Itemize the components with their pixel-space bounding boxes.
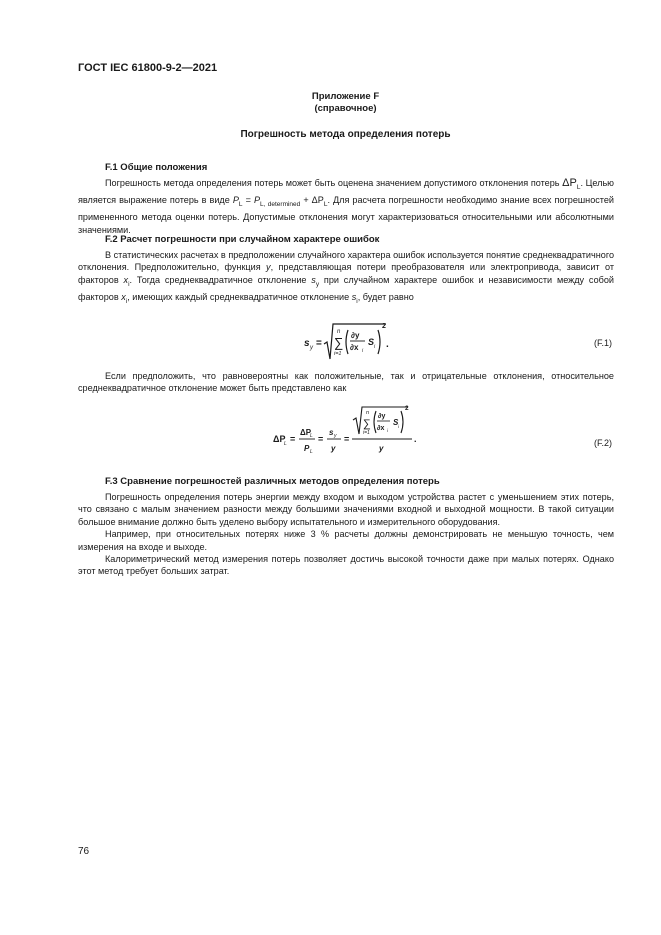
svg-text:=: = xyxy=(318,434,324,444)
svg-text:P: P xyxy=(304,444,310,453)
svg-text:n: n xyxy=(337,329,341,335)
svg-text:L: L xyxy=(310,433,313,439)
appendix-title: Приложение F xyxy=(311,91,380,102)
section-f3-paragraphs xyxy=(78,491,614,578)
svg-text:2: 2 xyxy=(382,323,386,330)
page-number: 76 xyxy=(78,846,90,857)
svg-text:y: y xyxy=(331,444,336,453)
svg-text:=: = xyxy=(344,434,350,444)
appendix-heading: Погрешность метода определения потерь xyxy=(240,129,451,140)
section-f2-title: F.2 Расчет погрешности при случайном характере ошибок xyxy=(105,234,380,245)
document-header: ГОСТ IEC 61800-9-2—2021 xyxy=(78,62,218,74)
svg-text:∂y: ∂y xyxy=(378,413,386,420)
section-f3-paragraph-1: Погрешность определения потерь энергии между входом и выходом устройства растет с уменьшением этих потерь, что связано с малым значением разности между большими значениями входной и выходной мощности. В такой ситуации большое внимание должно быть уделено выбору испытательного и измерительного оборудования. xyxy=(78,492,614,527)
svg-text:i: i xyxy=(362,348,364,354)
svg-text:i: i xyxy=(398,424,399,429)
svg-text:∂y: ∂y xyxy=(351,331,360,340)
svg-text:.: . xyxy=(414,434,417,444)
svg-text:n: n xyxy=(366,410,370,416)
section-f3-paragraph-3: Калориметрический метод измерения потерь позволяет достичь высокой точности даже при малых потерях. Однако этот метод требует больших затрат. xyxy=(78,554,614,577)
svg-text:i=1: i=1 xyxy=(363,430,370,436)
section-f3-title: F.3 Сравнение погрешностей различных методов определения потерь xyxy=(105,476,440,487)
section-f1-title: F.1 Общие положения xyxy=(105,162,208,173)
svg-text:y: y xyxy=(310,345,313,351)
svg-text:=: = xyxy=(316,338,322,349)
svg-text:i: i xyxy=(387,428,388,433)
svg-text:y: y xyxy=(379,444,384,453)
svg-text:i: i xyxy=(374,344,376,350)
svg-text:S: S xyxy=(368,337,375,347)
equation-f2 xyxy=(270,400,430,460)
section-f2-paragraph-1: В статистических расчетах в предположении случайного характера ошибок используется понятие среднеквадратичного отклонения. Предположительно, функция y, представляющая потери преобразователя или электропривода, зависит от факторов $x_i$. Тогда среднеквадратичное отклонение $s_y$ при случайном характере ошибок и независимости между собой факторов $x_i$, имеющих каждый среднеквадратичное отклонение $s_i$, будет равно xyxy=(78,250,614,305)
equation-f1 xyxy=(300,318,400,368)
svg-text:s: s xyxy=(329,428,334,437)
svg-text:s: s xyxy=(304,338,310,349)
equation-f2-label: (F.2) xyxy=(594,438,612,448)
equation-f1-label: (F.1) xyxy=(594,338,612,348)
svg-text:∂x: ∂x xyxy=(377,425,385,432)
svg-text:y: y xyxy=(334,433,337,439)
svg-text:2: 2 xyxy=(405,405,409,412)
appendix-note: (справочное) xyxy=(314,103,377,114)
svg-text:∑: ∑ xyxy=(334,335,344,350)
section-f2-paragraph-2: Если предположить, что равновероятны как положительные, так и отрицательные отклонения, относительное среднеквадратичное отклонение может быть представлено как xyxy=(78,371,614,394)
section-f3-paragraph-2: Например, при относительных потерях ниже 3 % расчеты должны демонстрировать не меньшую точность, чем измерения на входе и выходе. xyxy=(78,529,614,552)
svg-text:∑: ∑ xyxy=(363,418,371,430)
svg-text:L: L xyxy=(284,441,287,447)
svg-text:ΔP: ΔP xyxy=(300,428,312,437)
section-f1-paragraph: Погрешность метода определения потерь может быть оценена значением допустимого отклонения потерь $\Delta P_L$. Целью является выражение потерь в виде $P_L = P_{L, determined} + \Delta P_L$. Для расчета погрешности необходимо знание всех погрешностей примененного метода оценки потерь. Допустимые отклонения могут характеризоваться относительными или абсолютными значениями. xyxy=(78,177,615,235)
svg-text:∂x: ∂x xyxy=(350,343,359,352)
svg-text:ΔP: ΔP xyxy=(273,434,286,444)
svg-text:=: = xyxy=(290,434,296,444)
svg-text:.: . xyxy=(386,339,389,350)
svg-text:S: S xyxy=(393,418,399,427)
svg-text:L: L xyxy=(310,449,313,455)
svg-text:i=1: i=1 xyxy=(334,351,342,357)
